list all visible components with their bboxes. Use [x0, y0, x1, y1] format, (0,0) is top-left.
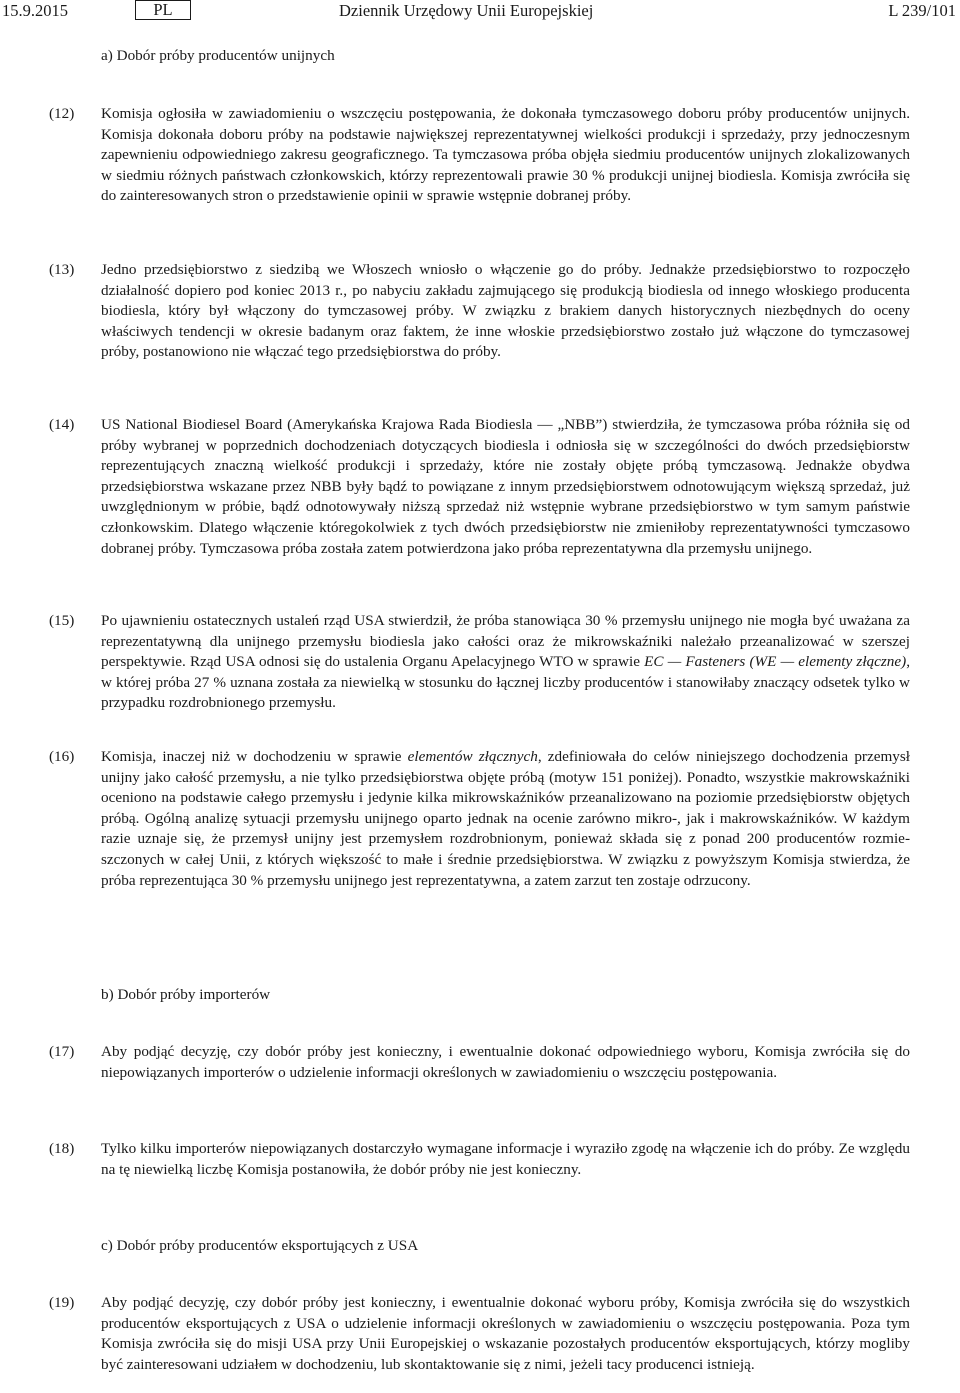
paragraph-number: (18): [49, 1140, 75, 1157]
paragraph-text: Aby podjąć decyzję, czy dobór próby jest konieczny, i ewentualnie dokonać odpowiedniego wyboru, Komisja zwróciła się do niepowiązanych importerów o udzielenie informacji określonych w zawiadomieniu o wszczęciu postępowania.: [101, 1043, 910, 1081]
text-segment: , zdefiniowała do celów niniejszego dochodzenia przemysł unijny jako całość przemysłu, a nie tylko przedsiębiorstwa objęte próbą (motyw 151 poniżej). Ponadto, wszystkie makrowskaźniki oceniono na podstawie całego przemysłu i jedynie kilka mikrowskaźników przeanalizowano na poziomie przedsiębiorstw objętych próbą. Ogólną analizę sytuacji przemysłu unijnego oparto jednak na ocenie zarówno mikro-, jak i makrowskaźników. W każdym razie uznaje się, że przemysł unijny jest przemysłem rozdrobnionym, ponieważ składa się z ponad 200 producentów rozmieszczonych w całej Unii, z których większość to małe i średnie przedsiębiorstwa. W związku z powyższym Komisja stwierdza, że próba reprezentująca 30 % przemysłu unijnego jest reprezentatywna, a zatem zarzut ten zostaje odrzucony.: [101, 748, 910, 889]
section-heading-a: a) Dobór próby producentów unijnych: [101, 47, 335, 64]
journal-header: [0, 0, 960, 24]
paragraph-number: (12): [49, 105, 75, 122]
language-badge: PL: [135, 0, 191, 20]
paragraph-text: Jedno przedsiębiorstwo z siedzibą we Włoszech wniosło o włączenie go do próby. Jednakże przedsiębiorstwo to rozpoczęło działalność dopiero pod koniec 2013 r., po nabyciu zakładu zajmującego się produkcją biodiesla od innego włoskiego producenta biodiesla, który był włączony do tymczasowej próby. W związku z brakiem danych historycznych niezbędnych do oceny właściwych tendencji w okresie badanym oraz faktem, że inne włoskie przedsiębiorstwo zostało już włączone do tymczasowej próby, postanowiono nie włączać tego przedsiębiorstwa do próby.: [101, 261, 910, 361]
case-name: EC — Fasteners (WE — elementy złączne): [644, 653, 907, 671]
section-heading-c: c) Dobór próby producentów eksportujących z USA: [101, 1237, 419, 1254]
page-reference: L 239/101: [888, 1, 956, 20]
paragraph-text: Aby podjąć decyzję, czy dobór próby jest konieczny, i ewentualnie dokonać wyboru próby, Komisja zwróciła się do wszystkich producentów eksportujących z USA o udzielenie informacji określonych w zawiadomieniu o wszczęciu postępowania. Poza tym Komisja zwróciła się do misji USA przy Unii Europejskiej o wskazanie pozostałych producentów eksportujących, którzy mogliby być zainteresowani udziałem w dochodzeniu, lub skontaktowanie się z nimi, jeżeli tacy producenci istnieją.: [101, 1294, 910, 1373]
text-segment: , w której próba 27 % uznana została za niewielką w stosunku do łącznej liczby producentów i stanowiłaby znaczący odsetek tylko w przypadku rozdrobnionego przemysłu.: [101, 653, 910, 712]
paragraph-number: (15): [49, 612, 75, 629]
text-segment: Po ujawnieniu ostatecznych ustaleń rząd USA stwierdził, że próba stanowiąca 30 % przemysłu unijnego nie mogła być uważana za reprezentatywną dla unijnego przemysłu biodiesla jako całości oraz że mikrowskaźniki należało przeanalizować w szerszej perspektywie. Rząd USA odnosi się do ustalenia Organu Apelacyjnego WTO w sprawie: [101, 612, 910, 671]
paragraph-text: [101, 611, 910, 714]
paragraph-number: (17): [49, 1043, 75, 1060]
paragraph-text: Tylko kilku importerów niepowiązanych dostarczyło wymagane informacje i wyraziło zgodę na włączenie ich do próby. Ze względu na tę niewielką liczbę Komisja postanowiła, że dobór próby nie jest konieczny.: [101, 1140, 910, 1178]
paragraph-text: Komisja ogłosiła w zawiadomieniu o wszczęciu postępowania, że dokonała tymczasowego doboru próby producentów unijnych. Komisja dokonała doboru próby na podstawie największej reprezentatywnej wielkości produkcji i sprzedaży, przy jednoczesnym zapewnieniu odpowiedniego zakresu geograficznego. Ta tymczasowa próba objęła siedmiu producentów unijnych zlokalizowanych w siedmiu różnych państwach członkowskich, którzy reprezentowali prawie 30 % produkcji unijnej biodiesla. Komisja zwróciła się do zainteresowanych stron o przedstawienie opinii w sprawie wstępnie dobranej próby.: [101, 105, 910, 205]
paragraph-number: (19): [49, 1294, 75, 1311]
section-heading-b: b) Dobór próby importerów: [101, 986, 271, 1003]
paragraph-text: US National Biodiesel Board (Amerykańska Krajowa Rada Biodiesla — „NBB”) stwierdziła, że tymczasowa próba różniła się od próby wybranej w poprzednich dochodzeniach dotyczących biodiesla i odniosła się w szczególności do dwóch przedsiębiorstw reprezentujących znaczną wielkość produkcji i sprzedaży, które nie zostały objęte próbą tymczasową. Jednakże obydwa przedsiębiorstwa wskazane przez NBB były bądź to powiązane z innym przedsiębiorstwem odnotowującym większą sprzedaż, już uwzględnionym w próbie, bądź odnotowywały niższą sprzedaż niż wstępnie wybrane przedsiębiorstwo w tym samym państwie członkowskim. Dlatego włączenie któregokolwiek z tych dwóch przedsiębiorstw nie zmieniłoby reprezentatywności tymczasowo dobranej próby. Tymczasowa próba została zatem potwierdzona jako próba reprezentatywna dla przemysłu unijnego.: [101, 416, 910, 557]
case-name: elementów złącznych: [407, 748, 538, 765]
text-segment: Komisja, inaczej niż w dochodzeniu w sprawie: [101, 748, 408, 765]
journal-title: Dziennik Urzędowy Unii Europejskiej: [339, 1, 594, 20]
paragraph-number: (16): [49, 748, 75, 765]
paragraph-number: (14): [49, 416, 75, 433]
paragraph-number: (13): [49, 261, 75, 278]
header-date: 15.9.2015: [2, 1, 68, 20]
paragraph-text: [101, 747, 910, 891]
